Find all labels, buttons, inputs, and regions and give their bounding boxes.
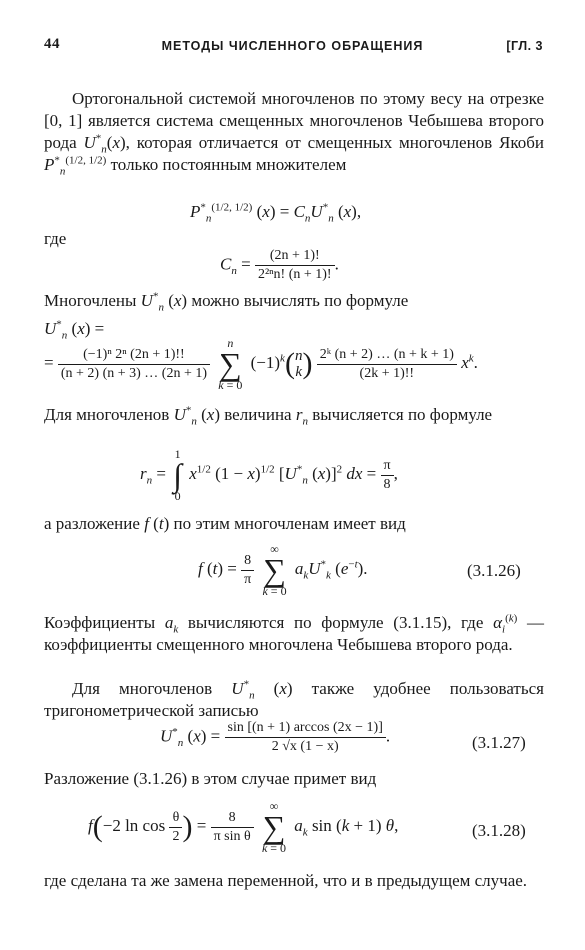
- theta-frac-denominator: π sin θ: [213, 828, 251, 844]
- theta-inner-numerator: θ: [169, 810, 182, 828]
- sum-k-infinity-theta: ∞ ∑ k = 0: [261, 799, 287, 855]
- sum-k: n ∑ k = 0: [218, 336, 243, 392]
- running-title: МЕТОДЫ ЧИСЛЕННОГО ОБРАЩЕНИЯ: [161, 39, 424, 53]
- equation-p-cu: $P^*_n^{(1/2, 1/2)}$ $(x) = C_nU^*_n$ (x),: [190, 201, 362, 225]
- equation-u-expansion: = $\frac{\text{(−1)ⁿ 2ⁿ (2n + 1)!!}}{(n + 2) (n + 3) \dots (2n + 1)}$ n ∑ k = 0 $(-1)^k(n$ k) $\frac{\text{2ᵏ (n + 2) … (n + k + 1)}}{(2k + 1)!!}$ $x^k$.: [44, 336, 478, 392]
- paragraph-formula-intro: Многочлены $U^*_n$ (x) можно вычислять по формуле: [44, 290, 409, 314]
- trig-denominator: 2 √x (1 − x): [271, 739, 339, 754]
- rn-frac-numerator: π: [381, 458, 394, 476]
- chapter-marker: [ГЛ. 3: [506, 39, 543, 53]
- paragraph-coefficients: Коэффициенты $a_k$ вычисляются по формуле (3.1.15), где $\alpha_i^{(k)}$ — коэффициенты смещенного многочлена Чебышева второго рода.: [44, 612, 544, 654]
- equation-cn: $C_n$ = $\frac{(2n + 1)!}{\text{2²ⁿn! (n + 1)!}}$ .: [220, 248, 339, 282]
- cn-numerator: (2n + 1)!: [255, 248, 335, 266]
- equation-number-27: (3.1.27): [472, 733, 526, 752]
- equation-theta: f(−2 ln cos $\frac{\theta}{2}$ ) = $\frac{8}{\text{π sin θ}}$ ∞ ∑ k = 0 $a_k$ sin (k + 1) θ,: [88, 799, 399, 855]
- equation-ft: f (t) = $\frac{8}{\pi}$ ∞ ∑ k = 0 $a_kU^*_k$ $(e^{-t})$.: [198, 542, 368, 598]
- paragraph-closing: где сделана та же замена переменной, что и в предыдущем случае.: [44, 871, 528, 890]
- equation-number-26: (3.1.26): [467, 561, 521, 580]
- theta-frac-numerator: 8: [211, 810, 254, 828]
- u-coef-numerator: (−1)ⁿ 2ⁿ (2n + 1)!!: [58, 347, 210, 365]
- trig-numerator: sin [(n + 1) arccos (2x − 1)]: [225, 720, 386, 738]
- paragraph-rn: Для многочленов $U^*_n$ (x) величина $r_n$ вычисляется по формуле: [44, 404, 493, 428]
- sum-k-infinity: ∞ ∑ k = 0: [262, 542, 287, 598]
- paragraph-expansion: а разложение f (t) по этим многочленам имеет вид: [44, 514, 406, 533]
- u-coef-denominator: (n + 2) (n + 3) … (2n + 1): [60, 365, 208, 381]
- equation-trig: $U^*_n$ (x) = $\frac{\sin [(n + 1) \arccos (2x - 1)]}{2 √x (1 - x)}$ .: [160, 720, 391, 754]
- u-term-denominator: (2k + 1)!!: [359, 365, 415, 381]
- page-number: 44: [44, 36, 60, 52]
- ft-frac-numerator: 8: [241, 553, 254, 571]
- equation-u-lhs: $U^*_n$ (x) =: [44, 318, 105, 342]
- paragraph-substitution: Разложение (3.1.26) в этом случае примет вид: [44, 769, 377, 788]
- paragraph-trig-intro: Для многочленов $U^*_n$ (x) также удобнее пользоваться тригонометрической записью: [44, 678, 544, 720]
- u-term-numerator: 2ᵏ (n + 2) … (n + k + 1): [317, 347, 457, 365]
- where-label: где: [44, 229, 67, 248]
- theta-inner-denominator: 2: [172, 828, 180, 844]
- equation-rn: $r_n$ = 1 ∫ 0 $x^{1/2}$ $(1 - x)^{1/2}$ [$U^*_n$ (x)]$^2$ dx = $\frac{\pi}{8}$ ,: [140, 447, 398, 503]
- cn-denominator: 2²ⁿn! (n + 1)!: [257, 267, 332, 282]
- paragraph-intro: Ортогональной системой многочленов по этому весу на отрезке [0, 1] является система смещенных многочленов Чебышева второго рода $U^*_n(x)$, которая отличается от смещенных многочленов Якоби $P^*_n^{(1/2, 1/2)}$ только постоянным множителем: [44, 89, 544, 178]
- ft-frac-denominator: π: [244, 571, 252, 587]
- rn-frac-denominator: 8: [383, 476, 391, 492]
- equation-number-28: (3.1.28): [472, 821, 526, 840]
